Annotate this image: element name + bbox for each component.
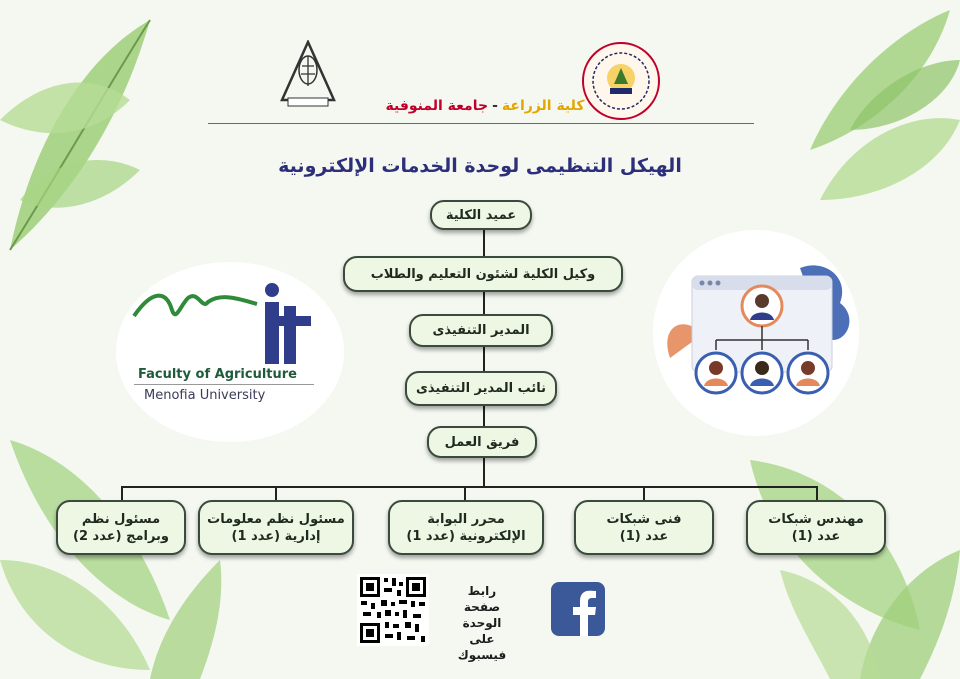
faculty-name-part2: جامعة المنوفية [385,98,489,114]
page-title: الهيكل التنظيمى لوحدة الخدمات الإلكترونية [278,155,682,177]
node-network-engineer: مهندس شبكات عدد (1) [746,500,886,555]
connector-drop-3 [464,486,466,500]
leaf-decoration-top-right [780,0,960,230]
faculty-of-agriculture-seal [580,40,662,122]
node-dean: عميد الكلية [430,200,532,230]
connector-drop-5 [121,486,123,500]
leaf-decoration-top-left [0,0,170,270]
faculty-name-part1: كلية الزراعة [501,98,585,114]
qr-code[interactable] [357,574,429,646]
connector-drop-4 [275,486,277,500]
menofia-university-logo [280,40,336,108]
faculty-name [385,98,585,114]
facebook-link-text: رابط صفحة الوحدة على فيسبوك [457,584,507,662]
faculty-name-separator: - [492,98,498,114]
it-logo-faculty-text: Faculty of Agriculture [138,367,297,382]
node-executive-director: المدير التنفيذى [409,314,553,347]
it-logo-divider [134,384,314,385]
org-hierarchy-illustration [650,228,862,438]
connector-drop-1 [816,486,818,500]
node-work-team: فريق العمل [427,426,537,458]
node-mis-officer: مسئول نظم معلومات إدارية (عدد 1) [198,500,354,555]
header-divider [208,123,754,124]
node-portal-editor: محرر البوابة الإلكترونية (عدد 1) [388,500,544,555]
node-systems-officer: مسئول نظم وبرامج (عدد 2) [56,500,186,555]
leaf-decoration-bottom-right [720,440,960,679]
it-logo-icon [132,280,322,370]
facebook-icon[interactable] [551,582,605,636]
node-deputy-director: نائب المدير التنفيذى [405,371,557,406]
node-vice-dean: وكيل الكلية لشئون التعليم والطلاب [343,256,623,292]
connector-horizontal-team [121,486,817,488]
connector-drop-2 [643,486,645,500]
it-logo-university-text: Menofia University [144,388,266,403]
node-network-technician: فنى شبكات عدد (1) [574,500,714,555]
